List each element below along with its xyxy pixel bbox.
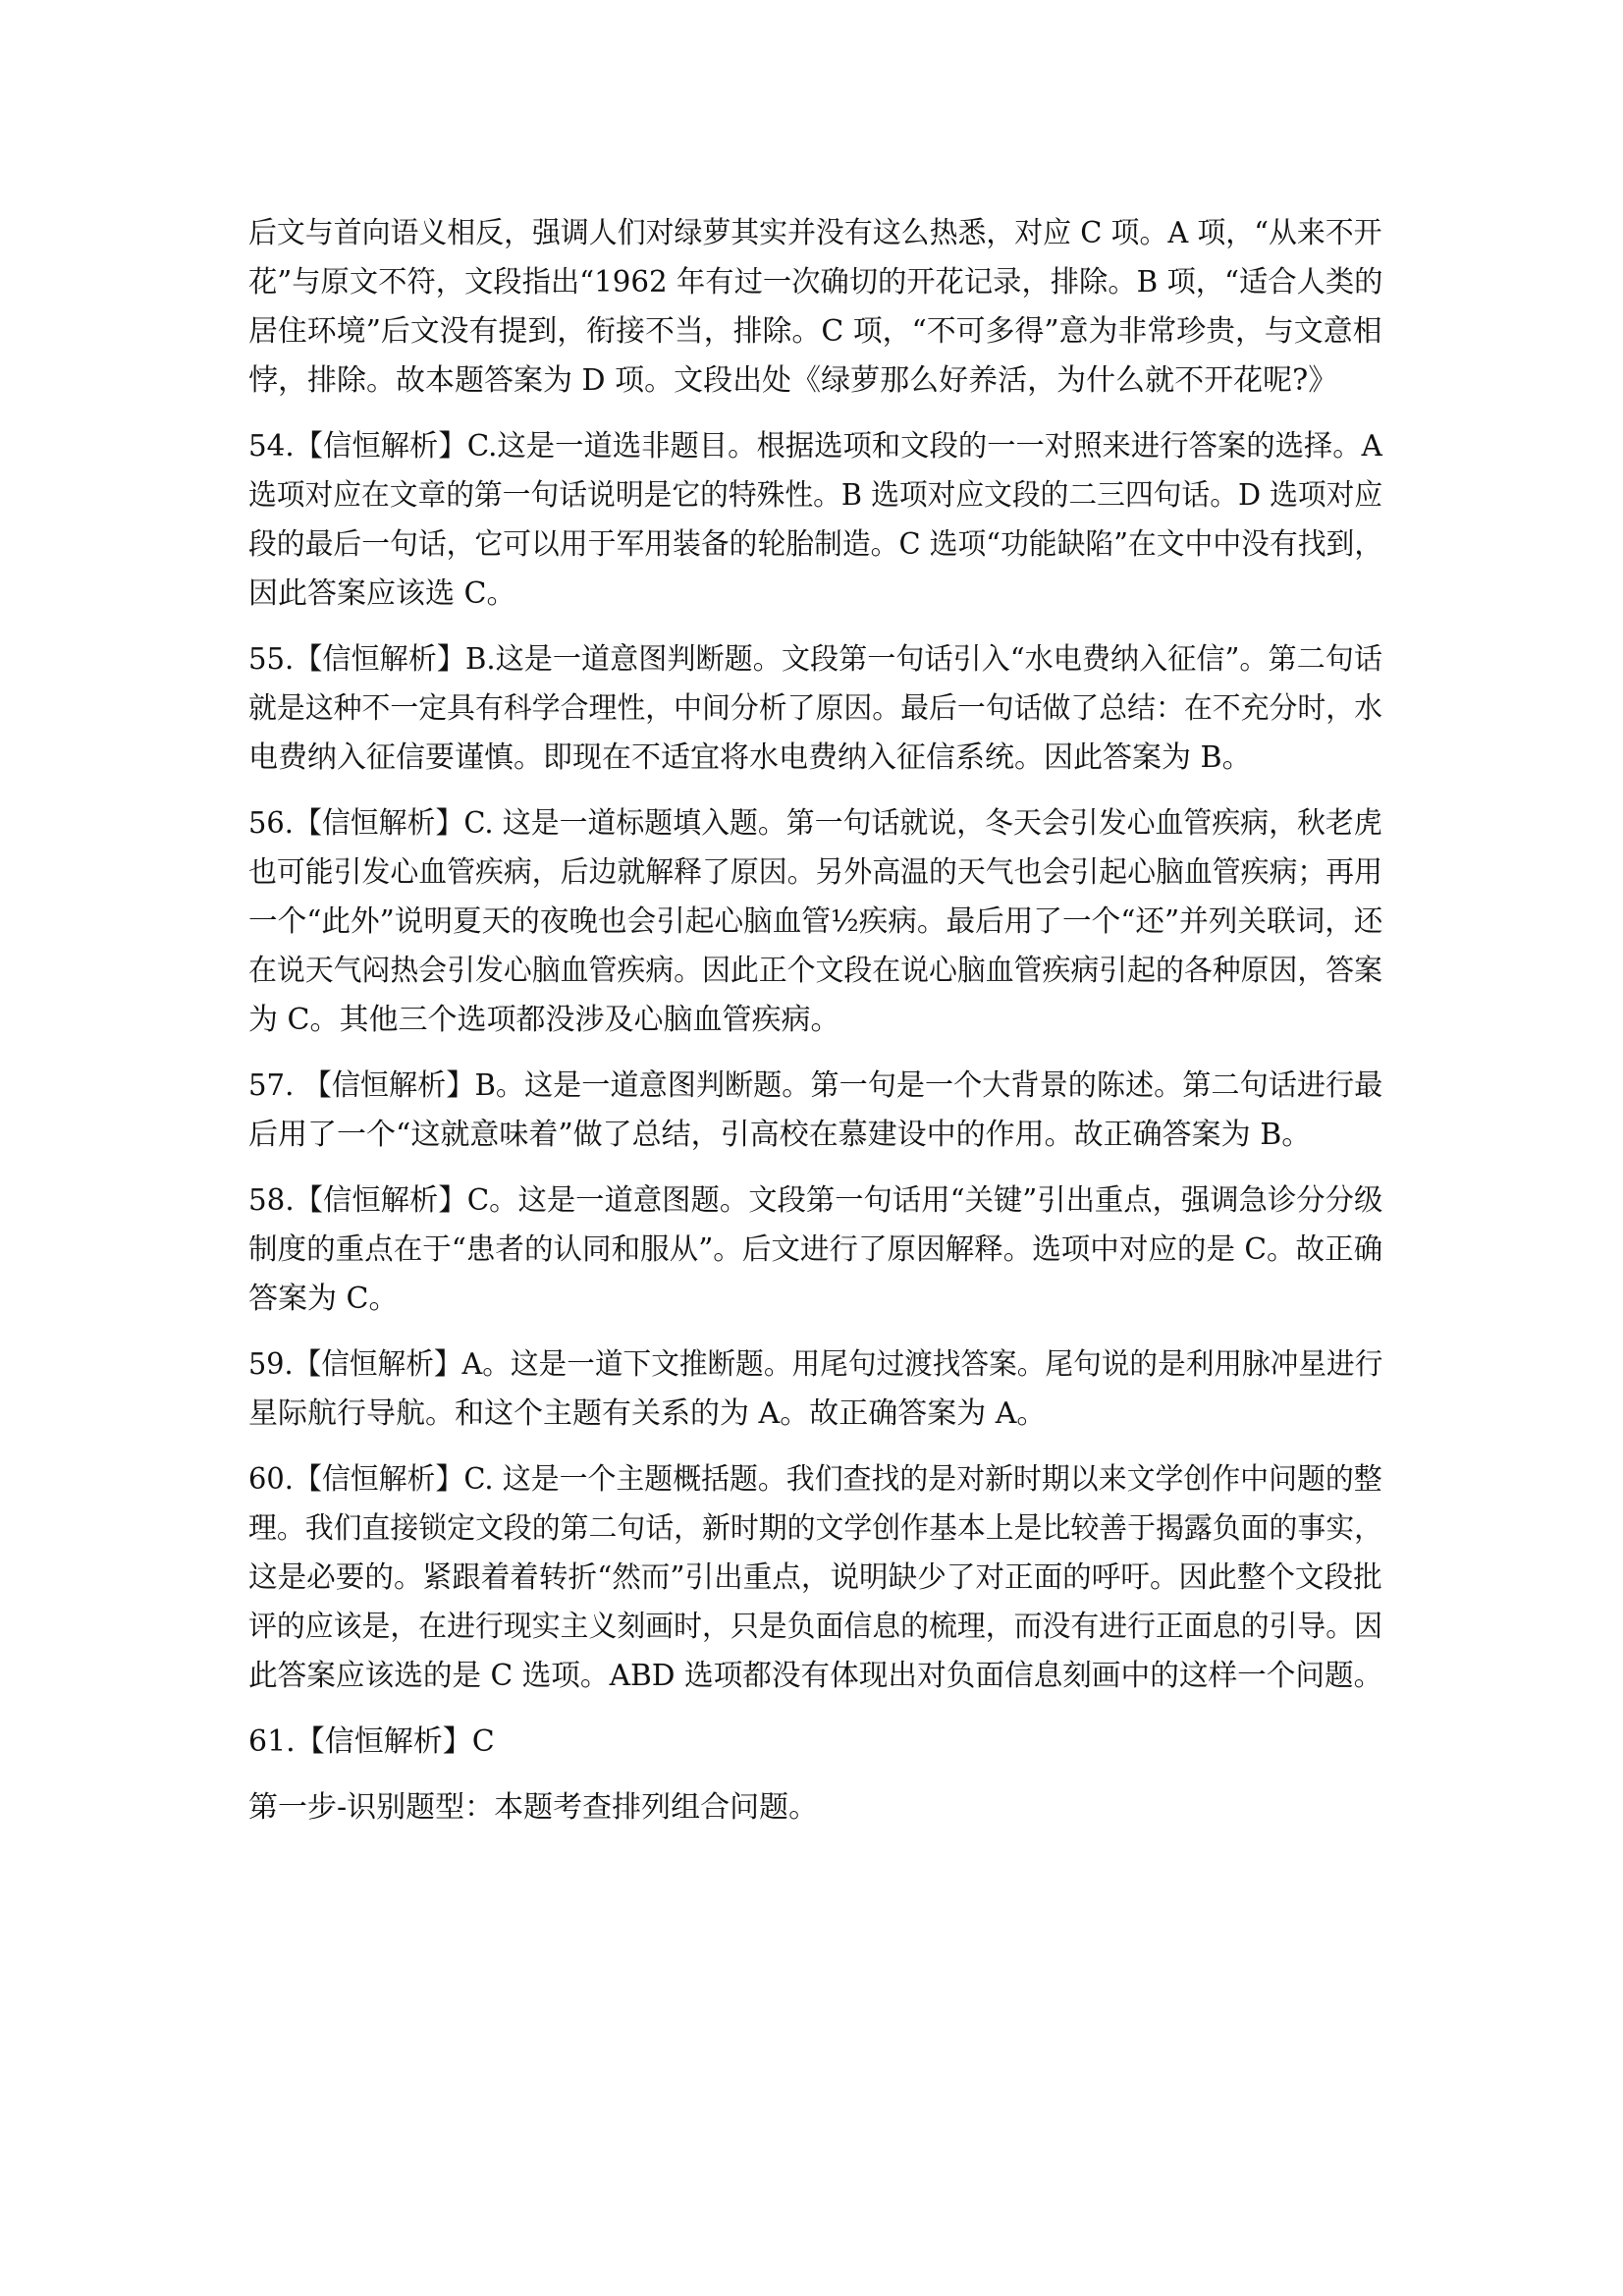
text-line: 这是必要的。紧跟着着转折“然而”引出重点，说明缺少了对正面的呼吁。因此整个文段批	[248, 1560, 1382, 1595]
text-line: 第一步-识别题型：本题考查排列组合问题。	[248, 1790, 819, 1825]
text-line: 段的最后一句话，它可以用于军用装备的轮胎制造。C 选项“功能缺陷”在文中中没有找到，	[248, 527, 1383, 562]
text-line: 为 C。其他三个选项都没涉及心脑血管疾病。	[248, 1003, 840, 1037]
paragraph-55	[248, 635, 1382, 783]
paragraph-60	[248, 1455, 1382, 1701]
paragraph-54	[248, 422, 1382, 619]
text-line: 居住环境”后文没有提到，衔接不当，排除。C 项，“不可多得”意为非常珍贵，与文意相	[248, 314, 1382, 349]
text-line: 55.【信恒解析】B.这是一道意图判断题。文段第一句话引入“水电费纳入征信”。第二句话	[248, 642, 1382, 677]
text-line: 54.【信恒解析】C.这是一道选非题目。根据选项和文段的一一对照来进行答案的选择。A	[248, 429, 1382, 464]
text-line: 60.【信恒解析】C. 这是一个主题概括题。我们查找的是对新时期以来文学创作中问题的整	[248, 1462, 1382, 1497]
text-line: 也可能引发心血管疾病，后边就解释了原因。另外高温的天气也会引起心脑血管疾病；再用	[248, 855, 1382, 890]
text-line: 后用了一个“这就意味着”做了总结，引高校在慕建设中的作用。故正确答案为 B。	[248, 1118, 1312, 1152]
text-line: 59.【信恒解析】A。这是一道下文推断题。用尾句过渡找答案。尾句说的是利用脉冲星进行	[248, 1347, 1383, 1382]
text-line: 61.【信恒解析】C	[248, 1724, 495, 1759]
document-page	[248, 209, 1382, 1832]
paragraph-59	[248, 1340, 1382, 1439]
text-line: 58.【信恒解析】C。这是一道意图题。文段第一句话用“关键”引出重点，强调急诊分分级	[248, 1183, 1383, 1218]
text-line: 制度的重点在于“患者的认同和服从”。后文进行了原因解释。选项中对应的是 C。故正确	[248, 1232, 1383, 1267]
paragraph-61	[248, 1718, 1382, 1767]
text-line: 后文与首向语义相反，强调人们对绿萝其实并没有这么热悉，对应 C 项。A 项，“从来不开	[248, 216, 1382, 250]
text-line: 星际航行导航。和这个主题有关系的为 A。故正确答案为 A。	[248, 1396, 1047, 1431]
paragraph-61-step-1	[248, 1783, 1382, 1832]
text-line: 56.【信恒解析】C. 这是一道标题填入题。第一句话就说，冬天会引发心血管疾病，秋老虎	[248, 806, 1382, 841]
text-line: 此答案应该选的是 C 选项。ABD 选项都没有体现出对负面信息刻画中的这样一个问题。	[248, 1659, 1383, 1693]
text-line: 选项对应在文章的第一句话说明是它的特殊性。B 选项对应文段的二三四句话。D 选项对应	[248, 478, 1383, 513]
paragraph-57	[248, 1062, 1382, 1160]
text-line: 因此答案应该选 C。	[248, 576, 516, 611]
text-line: 评的应该是，在进行现实主义刻画时，只是负面信息的梳理，而没有进行正面息的引导。因	[248, 1610, 1382, 1644]
text-line: 花”与原文不符，文段指出“1962 年有过一次确切的开花记录，排除。B 项，“适合人类的	[248, 265, 1383, 300]
text-line: 理。我们直接锁定文段的第二句话，新时期的文学创作基本上是比较善于揭露负面的事实，	[248, 1511, 1382, 1546]
paragraph-58	[248, 1176, 1382, 1324]
paragraph-53-continuation	[248, 209, 1382, 406]
text-line: 悖，排除。故本题答案为 D 项。文段出处《绿萝那么好养活，为什么就不开花呢?》	[248, 363, 1338, 398]
text-line: 答案为 C。	[248, 1282, 399, 1316]
paragraph-56	[248, 799, 1382, 1045]
text-line: 电费纳入征信要谨慎。即现在不适宜将水电费纳入征信系统。因此答案为 B。	[248, 740, 1252, 775]
text-line: 就是这种不一定具有科学合理性，中间分析了原因。最后一句话做了总结：在不充分时，水	[248, 691, 1382, 726]
text-line: 在说天气闷热会引发心脑血管疾病。因此正个文段在说心脑血管疾病引起的各种原因，答案	[248, 954, 1382, 988]
text-line: 一个“此外”说明夏天的夜晚也会引起心脑血管½疾病。最后用了一个“还”并列关联词，还	[248, 904, 1383, 939]
text-line: 57. 【信恒解析】B。这是一道意图判断题。第一句是一个大背景的陈述。第二句话进行最	[248, 1068, 1383, 1103]
